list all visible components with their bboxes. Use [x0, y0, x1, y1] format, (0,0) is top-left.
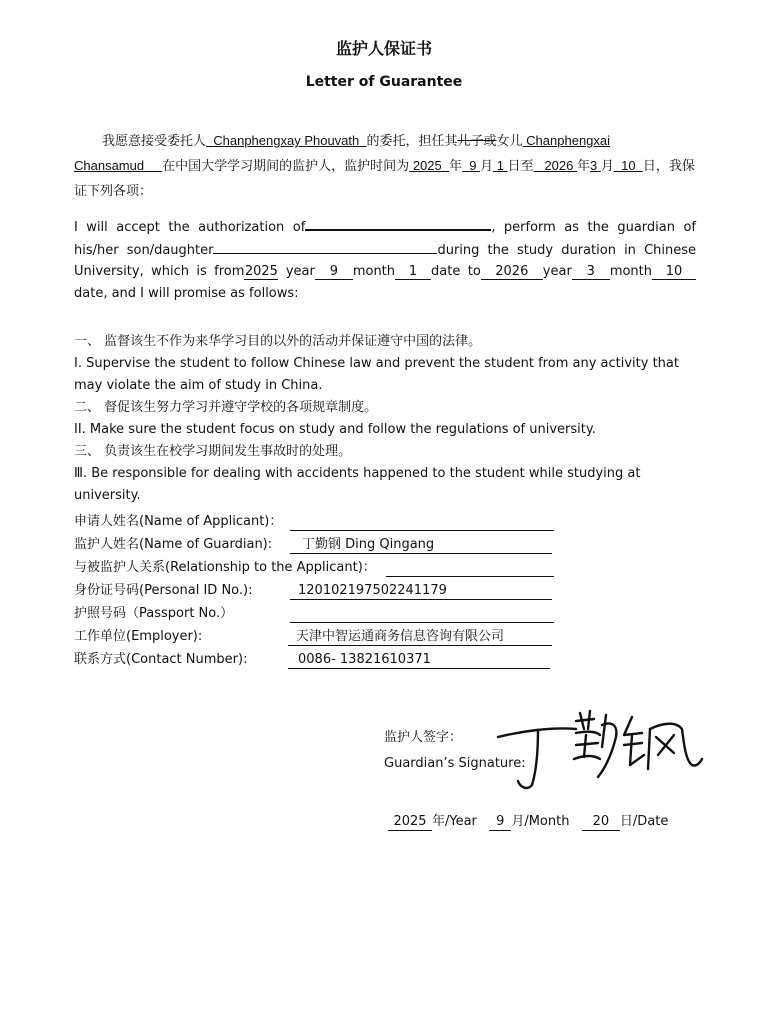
zh-end-year: 2026 [544, 158, 574, 173]
guarantee-items [74, 331, 696, 507]
contact-label: 联系方式(Contact Number): [74, 652, 248, 667]
date-day: 20 [582, 814, 620, 831]
zh-start-month: 9 [469, 158, 477, 173]
passport-label: 护照号码（Passport No.） [74, 606, 234, 621]
en-text: year [285, 264, 315, 279]
principal-name: Chanphengxay Phouvath [213, 133, 360, 148]
item-2-zh: 二、 督促该生努力学习并遵守学校的各项规章制度。 [74, 400, 378, 415]
year-label: 年/Year [432, 814, 477, 829]
en-start-month: 9 [315, 265, 353, 280]
title-chinese: 监护人保证书 [335, 39, 432, 58]
item-3-en: Ⅲ. Be responsible for dealing with accidents happened to the student while studying at university. [74, 466, 641, 503]
en-text: month [609, 264, 653, 279]
zh-text: 年 [576, 158, 590, 173]
en-end-day: 10 [652, 265, 696, 280]
id-label: 身份证号码(Personal ID No.): [74, 583, 253, 598]
signature-label-english: Guardian’s Signature: [384, 756, 526, 771]
zh-text: 月 [480, 158, 494, 173]
month-label: 月/Month [511, 814, 570, 829]
relationship-label: 与被监护人关系(Relationship to the Applicant)： [74, 560, 376, 575]
zh-text: 年 [448, 158, 462, 173]
ward-name: Chanphengxai Chansamud [74, 133, 611, 173]
en-text: I will accept the authorization of [74, 220, 306, 235]
relationship-field [386, 558, 554, 577]
date-year: 2025 [388, 814, 432, 831]
item-2-en: II. Make sure the student focus on study and follow the regulations of university. [74, 422, 596, 437]
item-1-zh: 一、 监督该生不作为来华学习目的以外的活动并保证遵守中国的法律。 [74, 334, 482, 349]
employer-field: 天津中智运通商务信息咨询有限公司 [288, 627, 552, 646]
son-daughter-blank [213, 239, 437, 254]
zh-text: 女儿 [496, 133, 523, 148]
item-3-zh: 三、 负责该生在校学习期间发生事故时的处理。 [74, 444, 352, 459]
zh-text: 日至 [507, 158, 534, 173]
struck-text: 儿子或 [457, 133, 497, 148]
chinese-paragraph [74, 128, 696, 203]
zh-end-day: 10 [621, 158, 636, 173]
english-paragraph [74, 215, 696, 304]
en-text: date, and I will promise as follows: [74, 285, 299, 301]
zh-start-year: 2025 [412, 158, 442, 173]
guardian-field: 丁勤钢 Ding Qingang [290, 535, 552, 554]
zh-text: 在中国大学学习期间的监护人，监护时间为 [162, 158, 410, 173]
en-end-year: 2026 [481, 265, 543, 280]
guardian-label: 监护人姓名(Name of Guardian): [74, 537, 273, 552]
handwritten-signature [492, 707, 706, 793]
en-text: year [542, 264, 572, 279]
signature-date [388, 810, 668, 831]
zh-text: 我愿意接受委托人 [102, 133, 207, 148]
zh-end-month: 3 [590, 158, 598, 173]
zh-start-day: 1 [496, 158, 504, 173]
zh-text: 的委托，担任其 [366, 133, 458, 148]
en-text: , perform as the guardian of his/her son/daughter [74, 220, 696, 258]
signature-label-chinese: 监护人签字： [384, 730, 463, 745]
zh-text: 日，我保证下列各项： [74, 158, 695, 198]
en-start-day: 1 [395, 265, 431, 280]
authorizer-blank [305, 215, 491, 231]
id-field: 120102197502241179 [290, 581, 552, 600]
zh-text: 月 [600, 158, 614, 173]
en-text: date to [431, 264, 481, 279]
en-end-month: 3 [572, 265, 610, 280]
applicant-label: 申请人姓名(Name of Applicant)： [74, 514, 283, 529]
date-month: 9 [489, 814, 511, 831]
en-start-year: 2025 [244, 264, 278, 279]
day-label: 日/Date [619, 814, 669, 829]
en-text: during the study duration in Chinese University, which is from [74, 242, 697, 279]
contact-field: 0086- 13821610371 [288, 650, 550, 669]
item-1-en: I. Supervise the student to follow Chinese law and prevent the student from any activity that may violate the aim of study in China. [74, 356, 679, 393]
passport-field [290, 604, 554, 623]
employer-label: 工作单位(Employer): [74, 629, 203, 644]
applicant-field [290, 512, 554, 531]
title-english: Letter of Guarantee [305, 74, 463, 90]
en-text: month [352, 264, 396, 279]
